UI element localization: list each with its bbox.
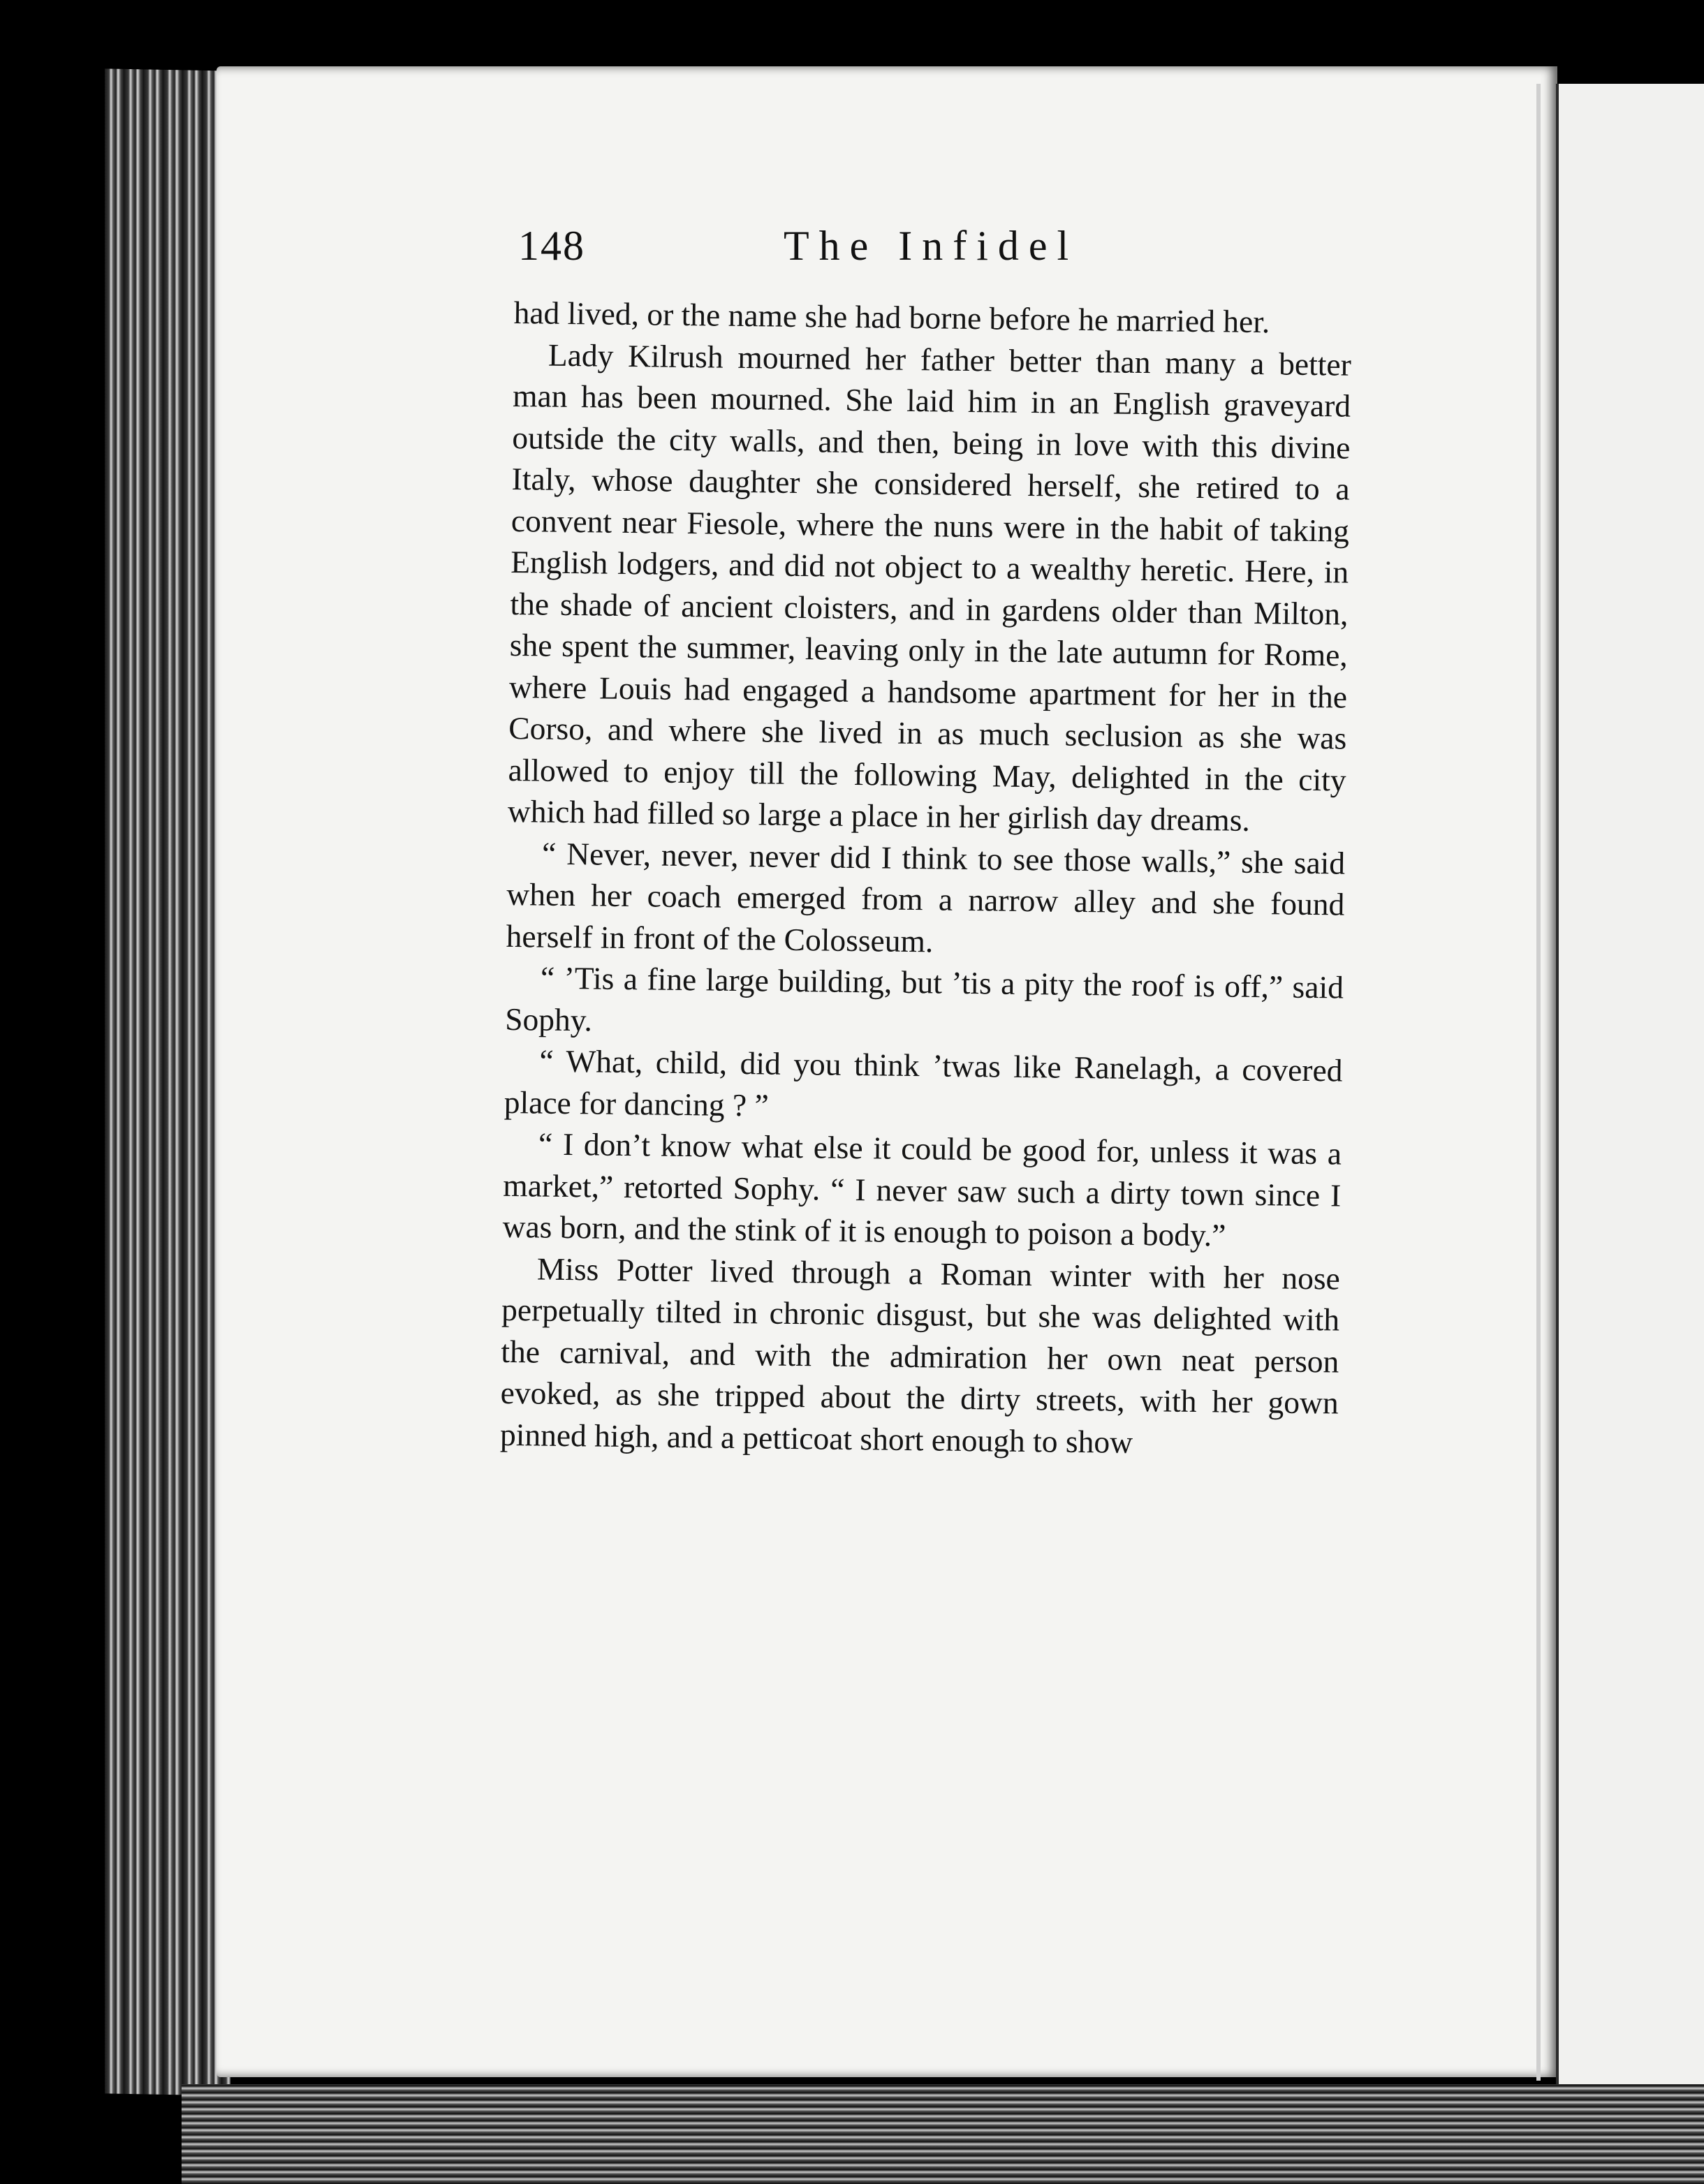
paragraph: “ What, child, did you think ’twas like Ranelagh, a covered place for dancing ? ” xyxy=(504,1042,1343,1123)
bottom-page-edges xyxy=(182,2084,1704,2184)
body-text xyxy=(500,292,1352,1466)
paragraph: “ Never, never, never did I think to see those walls,” she said when her coach emerged from a narrow alley and she found herself in front of the Colosseum. xyxy=(506,835,1346,959)
paragraph: “ I don’t know what else it could be good for, unless it was a market,” retorted Sophy. “ I never saw such a dirty town since I was born, and the stink of it is enough to poison a body.” xyxy=(502,1126,1342,1253)
page-edges xyxy=(105,68,230,2095)
right-page-sliver xyxy=(1556,84,1704,2109)
page-number: 148 xyxy=(518,223,585,269)
paragraph: “ ’Tis a fine large building, but ’tis a pity the roof is off,” said Sophy. xyxy=(504,959,1344,1038)
paragraph: had lived, or the name she had borne before he married her. xyxy=(513,294,1270,340)
gutter-line xyxy=(1536,84,1541,2081)
running-header xyxy=(518,222,1363,278)
paragraph: Lady Kilrush mourned her father better than many a better man has been mourned. She laid him in an English graveyard outside the city walls, and then, being in love with this divine Italy, whose daughter she considered herself, she retired to a convent near Fiesole, where the nuns were in the habit of taking English lodgers, and did not object to a wealthy heretic. Here, in the shade of ancient cloisters, and in gardens older than Milton, she spent the summer, leaving only in the late autumn for Rome, where Louis had engaged a handsome apartment for her in the Corso, and where she lived in as much seclusion as she was allowed to enjoy till the following May, delighted in the city which had filled so large a place in her girlish day dreams. xyxy=(507,337,1352,838)
paragraph: Miss Potter lived through a Roman winter with her nose perpetually tilted in chronic disgust, but she was delighted with the carnival, and with the admiration her own neat person evoked, as she tripped about the dirty streets, with her gown pinned high, and a petticoat short enough to show xyxy=(499,1250,1341,1460)
running-title: The Infidel xyxy=(784,223,1079,269)
